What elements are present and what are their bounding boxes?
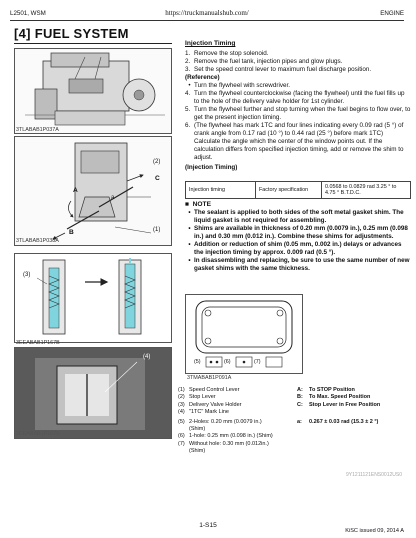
- reference-bullet: • Turn the flywheel with screwdriver.: [188, 82, 291, 89]
- figure-caption: 3TMABAB1P091A: [187, 375, 232, 381]
- note-bullet: • The sealant is applied to both sides of the soft metal gasket shim. The liquid gasket is not required for assembling.: [188, 209, 404, 224]
- step-item: 6. (The flywheel has mark 1TC and four lines indicating every 0.09 rad (5 °) of crank angle from 0.17 rad (10 °) to 0.44 rad (25 °) before mark 1TC) Calculate the angle which the center of the window points out. If the calculation differs from specified injection timing, add or remove the shim to adjust.: [185, 122, 404, 161]
- fig2-label-b: B: [69, 229, 74, 236]
- step-item: 1. Remove the stop solenoid.: [185, 50, 269, 57]
- fig2-label-c: C: [155, 175, 160, 182]
- figure-caption: 3EEABAB1P167B: [16, 431, 60, 437]
- header-divider: [10, 20, 404, 21]
- spec-table: [185, 181, 411, 199]
- step-item: 3. Set the speed control lever to maximum fuel discharge position.: [185, 66, 372, 73]
- figure-gasket-shims: [185, 294, 303, 374]
- header-section: ENGINE: [380, 10, 404, 17]
- fig2-label-a: A: [73, 187, 78, 194]
- legend-row: (Shim): [189, 426, 206, 433]
- legend: [178, 387, 414, 456]
- spec-kind: Factory specification: [256, 182, 322, 199]
- legend-row: (2) Stop Lever B: To Max. Speed Position: [178, 394, 371, 401]
- section-title: [4] FUEL SYSTEM: [14, 26, 129, 41]
- note-section: ■ NOTE • The sealant is applied to both sides of the soft metal gasket shim. The liquid gasket is not required for assembling. • Shims are available in thickness of 0.20 mm (0.0079 in.), 0.25 mm (0.098 in.) and 0.30 mm (0.012 in.). Combine these shims for adjustments. • Addition or reduction of shim (0.05 mm, 0.002 in.) delays or advances the injection timing by approx. 0.009 rad (0.5 °). • In disassembling and replacing, be sure to use the same number of new gasket shims with the same thickness.: [185, 201, 410, 272]
- note-heading: NOTE: [192, 201, 211, 208]
- fig2-label-1: (1): [153, 227, 161, 233]
- document-id: 9Y1211121ENS0012US0: [346, 472, 402, 478]
- legend-row: (1) Speed Control Lever A: To STOP Position: [178, 387, 355, 393]
- fig5-label-7: (7): [254, 359, 261, 365]
- figure-caption: 3TLABAB1P037A: [16, 127, 59, 133]
- header-model: L2501, WSM: [10, 10, 46, 17]
- spec-heading: (Injection Timing): [185, 164, 238, 171]
- fig5-label-6: (6): [224, 359, 231, 365]
- legend-row: (4) "1TC" Mark Line: [178, 409, 229, 416]
- note-bullet: • In disassembling and replacing, be sure to use the same number of new gasket shims with the same thickness.: [188, 257, 410, 272]
- fig4-label-4: (4): [143, 354, 151, 360]
- legend-row: (5) 2-Holes: 0.20 mm (0.0079 in.) a: 0.267 ± 0.03 rad (15.3 ± 2 °): [178, 418, 379, 425]
- legend-row: (7) Without hole: 0.30 mm (0.012in.): [178, 440, 269, 447]
- figure-delivery-valve: [14, 253, 172, 343]
- header-url[interactable]: https://truckmanualshub.com/: [165, 9, 249, 17]
- note-bullet: • Shims are available in thickness of 0.20 mm (0.0079 in.), 0.25 mm (0.098 in.) and 0.30 mm (0.012 in.). Combine these shims for adjustments.: [188, 225, 408, 240]
- figure-control-levers: [14, 136, 172, 246]
- figure-engine-overview: [14, 48, 172, 134]
- reference-label: (Reference): [185, 74, 220, 81]
- step-item: 2. Remove the fuel tank, injection pipes and glow plugs.: [185, 58, 343, 65]
- spec-item: Injection timing: [186, 182, 256, 199]
- fig5-label-5: (5): [194, 359, 201, 365]
- note-bullet: • Addition or reduction of shim (0.05 mm, 0.002 in.) delays or advances the injection timing by approx. 0.009 rad (0.5 °).: [188, 241, 402, 256]
- legend-row: (Shim): [189, 448, 206, 455]
- fig3-label-3: (3): [23, 272, 31, 278]
- figure-1tc-mark: [14, 347, 172, 439]
- title-underline: [14, 43, 172, 44]
- fig2-label-2: (2): [153, 159, 161, 165]
- figure-caption: 3EEABAB1P167B: [16, 340, 60, 346]
- page-number: 1-S15: [199, 522, 217, 529]
- injection-timing-heading: Injection Timing: [185, 40, 236, 47]
- figure-caption: 3TLABAB1P038A: [16, 238, 59, 244]
- legend-row: (6) 1-hole: 0.25 mm (0.098 in.) (Shim): [178, 433, 273, 440]
- injection-timing-section: [185, 40, 411, 172]
- spec-value: 0.0568 to 0.0829 rad 3.25 ° to 4.75 ° B.T.D.C.: [322, 182, 411, 199]
- step-item: 4. Turn the flywheel counterclockwise (facing the flywheel) until the fuel fills up to the hole of the delivery valve holder for 1st cylinder.: [185, 90, 405, 105]
- step-item: 5. Turn the flywheel further and stop turning when the fuel begins to flow over, to get the present injection timing.: [185, 106, 411, 121]
- issue-info: KiSC issued 09, 2014 A: [345, 528, 404, 534]
- legend-row: (3) Delivery Valve Holder C: Stop Lever in Free Position: [178, 401, 381, 408]
- fig2-label-a-lower: a: [111, 195, 115, 201]
